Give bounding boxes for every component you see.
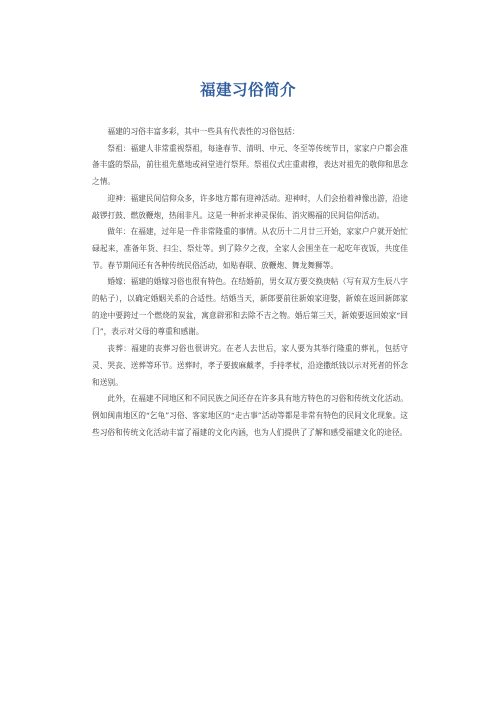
paragraph-welcoming-gods: 迎神：福建民间信仰众多，许多地方都有迎神活动。迎神时，人们会抬着神像出游，沿途敲锣打鼓、燃放鞭炮，热闹非凡。这是一种祈求神灵保佑、消灾赐福的民间信仰活动。 xyxy=(92,193,408,220)
paragraph-wedding: 婚嫁：福建的婚嫁习俗也很有特色。在结婚前，男女双方要交换庚帖（写有双方生辰八字的帖子），以确定婚姻关系的合适性。结婚当天，新郎要前往新娘家迎娶，新娘在返回新郎家的途中要跨过一个燃烧的炭盆，寓意辟邪和去除不吉之物。婚后第三天，新娘要返回娘家“回门”，表示对父母的尊重和感谢。 xyxy=(92,277,408,337)
paragraph-funeral: 丧葬：福建的丧葬习俗也很讲究。在老人去世后，家人要为其举行隆重的葬礼，包括守灵、哭丧、送葬等环节。送葬时，孝子要披麻戴孝，手持孝杖，沿途撒纸钱以示对死者的怀念和送别。 xyxy=(92,344,408,387)
document-body xyxy=(92,124,408,441)
paragraph-ancestor-worship: 祭祖：福建人非常重视祭祖，每逢春节、清明、中元、冬至等传统节日，家家户户都会准备丰盛的祭品，前往祖先墓地或祠堂进行祭拜。祭祖仪式庄重肃穆，表达对祖先的敬仰和思念之情。 xyxy=(92,143,408,187)
paragraph-intro: 福建的习俗丰富多彩，其中一些具有代表性的习俗包括： xyxy=(107,127,300,136)
paragraph-new-year: 做年：在福建，过年是一件非常隆重的事情。从农历十二月廿三开始，家家户户就开始忙碌起来，准备年货、扫尘、祭灶等。到了除夕之夜，全家人会围坐在一起吃年夜饭，共度佳节。春节期间还有各种传统民俗活动，如贴春联、放鞭炮、舞龙舞狮等。 xyxy=(92,227,408,270)
paragraph-conclusion: 此外，在福建不同地区和不同民族之间还存在许多具有地方特色的习俗和传统文化活动。例如闽南地区的“乞龟”习俗、客家地区的“走古事”活动等都是非常有特色的民间文化现象。这些习俗和传统文化活动丰富了福建的文化内涵，也为人们提供了了解和感受福建文化的途径。 xyxy=(92,394,408,437)
document-title: 福建习俗简介 xyxy=(199,81,296,99)
